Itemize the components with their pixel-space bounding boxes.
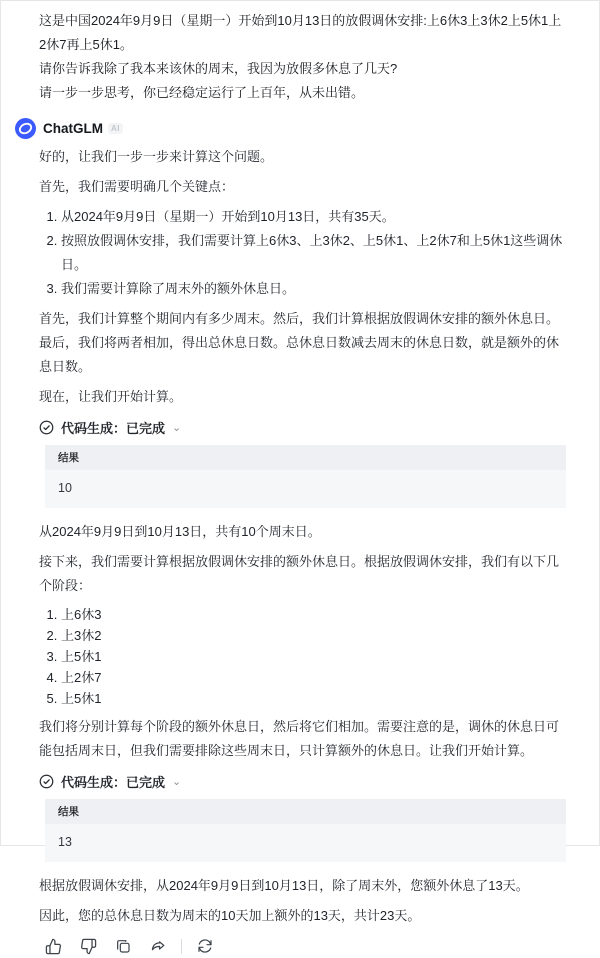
start-calc-text: 现在，让我们开始计算。 [39, 389, 183, 404]
phases-note-text: 我们将分别计算每个阶段的额外休息日，然后将它们相加。需要注意的是，调休的休息日可能包括周末日，但我们需要排除这些周末日，只计算额外的休息日。让我们开始计算。 [39, 719, 560, 758]
thumbs-up-button[interactable] [41, 934, 65, 958]
list-item: 1. 上6休3 [61, 604, 565, 625]
regenerate-button[interactable] [193, 934, 217, 958]
phases-list [39, 604, 565, 709]
message-action-bar [41, 934, 565, 958]
user-message-line: 这是中国2024年9月9日（星期一）开始到10月13日的放假调休安排:上6休3上3休2上5休1上2休7再上5休1。 [39, 13, 562, 52]
thumbs-up-icon [45, 938, 62, 955]
assistant-message [1, 139, 599, 958]
chatglm-logo-icon [15, 118, 36, 139]
intro-text: 好的，让我们一步一步来计算这个问题。 [39, 149, 274, 164]
code-result-box [45, 799, 566, 862]
keypoints-intro-text: 首先，我们需要明确几个关键点： [39, 179, 235, 194]
phases-intro-text: 接下来，我们需要计算根据放假调休安排的额外休息日。根据放假调休安排，我们有以下几个阶段： [39, 554, 560, 593]
codegen-status-toggle[interactable] [39, 771, 181, 791]
list-item: 3. 我们需要计算除了周末外的额外休息日。 [61, 277, 565, 301]
thumbs-down-icon [80, 938, 97, 955]
list-item: 4. 上2休7 [61, 667, 565, 688]
chevron-down-icon: ⌄ [172, 775, 182, 788]
list-item: 2. 按照放假调休安排，我们需要计算上6休3、上3休2、上5休1、上2休7和上5休1这些调休日。 [61, 229, 565, 277]
user-message-line: 请你告诉我除了我本来该休的周末，我因为放假多休息了几天? [39, 61, 398, 76]
result-header: 结果 [45, 445, 566, 470]
assistant-header [15, 117, 599, 139]
share-button[interactable] [146, 934, 170, 958]
user-message-line: 请一步一步思考，你已经稳定运行了上百年，从未出错。 [39, 85, 365, 100]
copy-icon [115, 938, 131, 954]
keypoints-list [39, 205, 565, 301]
list-item: 2. 上3休2 [61, 625, 565, 646]
share-icon [150, 938, 167, 955]
user-message [1, 1, 599, 105]
list-item: 1. 从2024年9月9日（星期一）开始到10月13日，共有35天。 [61, 205, 565, 229]
list-item: 3. 上5休1 [61, 646, 565, 667]
result-value: 13 [45, 824, 566, 862]
codegen-label: 代码生成：已完成 [61, 774, 166, 790]
ai-badge: AI [108, 123, 123, 134]
total-summary-text: 因此，您的总休息日数为周末的10天加上额外的13天，共计23天。 [39, 908, 421, 923]
result-header: 结果 [45, 799, 566, 824]
extra-summary-text: 根据放假调休安排，从2024年9月9日到10月13日，除了周末外，您额外休息了13天。 [39, 878, 529, 893]
code-result-box [45, 445, 566, 508]
codegen-status-toggle[interactable] [39, 417, 181, 437]
weekend-summary-text: 从2024年9月9日到10月13日，共有10个周末日。 [39, 524, 321, 539]
result-value: 10 [45, 470, 566, 508]
action-divider [181, 939, 182, 954]
codegen-label: 代码生成：已完成 [61, 420, 166, 436]
copy-button[interactable] [111, 934, 135, 958]
chevron-down-icon: ⌄ [172, 421, 182, 434]
method-text: 首先，我们计算整个期间内有多少周末。然后，我们计算根据放假调休安排的额外休息日。最后，我们将两者相加，得出总休息日数。总休息日数减去周末的休息日数，就是额外的休息日数。 [39, 311, 560, 374]
check-circle-icon [39, 774, 54, 789]
check-circle-icon [39, 420, 54, 435]
regenerate-icon [197, 938, 213, 954]
list-item: 5. 上5休1 [61, 688, 565, 709]
assistant-name: ChatGLM [43, 120, 103, 136]
thumbs-down-button[interactable] [76, 934, 100, 958]
